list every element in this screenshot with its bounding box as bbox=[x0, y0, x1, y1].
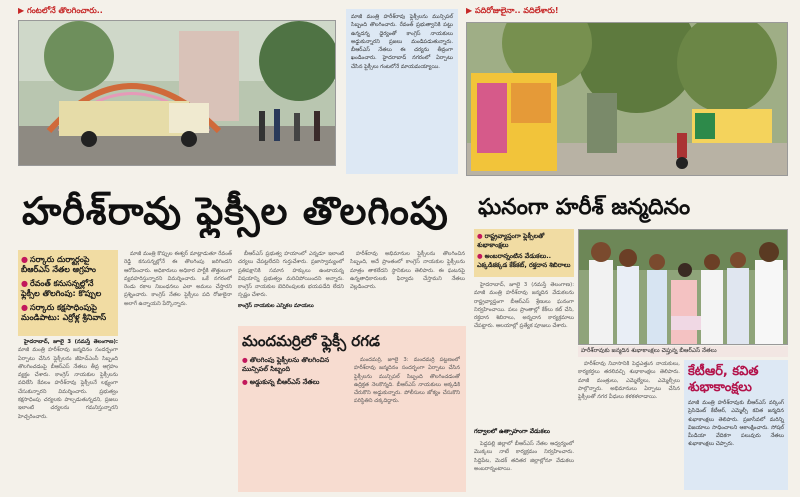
top-center-text-box bbox=[346, 9, 458, 174]
left-col3-text: బీఆర్‌ఎస్ ప్రభుత్వ హయాంలో ఎన్నడూ ఇలాంటి చర్యలు చేపట్టలేదని గుర్తుచేశారు. ప్రజాస్వామ్యంలో ప్రతిపక్షానికి సమాన హక్కులు ఉంటాయన్న విషయాన్ని ప్రభుత్వం మరిచిపోయిందని అన్నారు. కాంగ్రెస్ నాయకుల బెదిరింపులకు భయపడేది లేదని స్పష్టం చేశారు. కాంగ్రెస్‌ నాయకుల ఎన్నికల మాయలు bbox=[238, 251, 344, 309]
left-headline: హరీశ్‌రావు ఫ్లెక్సీల తొలగింపు bbox=[22, 189, 449, 233]
birthday-group-illustration bbox=[579, 230, 788, 345]
right-headline: ఘనంగా హరీశ్ జన్మదినం bbox=[478, 195, 691, 220]
right-col3-text: పెద్దపల్లి జిల్లాలో బీఆర్‌ఎస్ నేతల ఆధ్వర్యంలో మొక్కలు నాటే కార్యక్రమం నిర్వహించారు. సిద్దిపేట, మెదక్ తదితర జిల్లాల్లోనూ వేడుకలు అంబరాన్నంటాయి. bbox=[474, 441, 574, 472]
top-right-story bbox=[466, 6, 788, 176]
bullet-item: ● అడ్డుకున్న బీఆర్‌ఎస్ నేతలు bbox=[242, 378, 320, 386]
ktr-wishes-box bbox=[684, 360, 788, 490]
right-bullet-box bbox=[474, 229, 574, 277]
bullet-dot-icon: ● bbox=[242, 356, 248, 364]
bullet-dot-icon: ● bbox=[242, 378, 248, 386]
bullet-item: ● రేవంత్ కనుసన్నల్లోనే ఫ్లెక్సీల తొలగింపు: కొప్పుల bbox=[21, 279, 102, 298]
mandamarri-box bbox=[238, 326, 466, 492]
bullet-item: ● సర్కారు దుర్మార్గంపై బీఆర్‌ఎస్ నేతల ఆగ్రహం bbox=[21, 255, 96, 274]
top-left-photo bbox=[18, 20, 336, 166]
red-triangle-icon: ▶ bbox=[466, 6, 473, 15]
bullet-item: ● అంబరాన్నంటిన వేడుకలు.. ఎక్కడికక్కడ కేక్‌కట్, రక్తదాన శిబిరాలు bbox=[477, 252, 571, 269]
mandamarri-title: మందమర్రిలో ఫ్లెక్సీ రగడ bbox=[242, 332, 381, 350]
right-photo-caption: హరీశ్‌రావుకు జన్మదిన శుభాకాంక్షలు చెప్తున్న బీఆర్‌ఎస్ నేతలు bbox=[578, 346, 788, 357]
bullet-dot-icon: ● bbox=[21, 303, 28, 312]
mandamarri-text-right: మందమర్రి, జూలై 3: మందమర్రి పట్టణంలో హరీశ్‌రావు జన్మదినం సందర్భంగా ఏర్పాటు చేసిన ఫ్లెక్సీలను మున్సిపల్ సిబ్బంది తొలగించడంతో ఉద్రిక్తత నెలకొన్నది. బీఆర్‌ఎస్ నాయకులు అక్కడికి చేరుకొని అడ్డుకున్నారు. పోలీసులు జోక్యం చేసుకొని పరిస్థితిని చక్కదిద్దారు. bbox=[354, 357, 460, 405]
top-right-kicker: ▶ పదిరోజులైనా.. వదిలేశారు! bbox=[466, 6, 559, 15]
top-left-kicker: ▶ గంటలోనే తొలగించారు.. bbox=[18, 6, 103, 15]
left-col2-text: మాజీ మంత్రి కొప్పుల ఈశ్వర్ మాట్లాడుతూ రేవంత్ రెడ్డి కనుసన్నల్లోనే ఈ తొలగింపు జరిగిందని ఆరోపించారు. అధికారులు అధికార పార్టీకి తొత్తులుగా వ్యవహరిస్తున్నారని విమర్శించారు. ఒకే నగరంలో రెండు రకాల నిబంధనలు ఎలా అమలు చేస్తారని ప్రశ్నించారు. కాంగ్రెస్ నేతల ఫ్లెక్సీలు పది రోజులైనా అలాగే ఉన్నాయని పేర్కొన్నారు. bbox=[124, 251, 232, 307]
right-col2-text: హరీశ్‌రావు నివాసానికి పెద్దఎత్తున నాయకులు, కార్యకర్తలు తరలివచ్చి శుభాకాంక్షలు తెలిపారు. మాజీ మంత్రులు, ఎమ్మెల్యేలు, ఎమ్మెల్సీలు పాల్గొన్నారు. అభిమానులు ఏర్పాటు చేసిన ఫ్లెక్సీలతో నగర వీధులు కళకళలాడాయి. bbox=[578, 361, 680, 401]
top-center-text: మాజీ మంత్రి హరీశ్‌రావు ఫ్లెక్సీలను మున్సిపల్ సిబ్బంది తొలగించారు. రేవంత్ ప్రభుత్వానికి పట్టు ఉన్నదన్న ధైర్యంతో కాంగ్రెస్ నాయకులు అడ్డుకున్నారని ప్రజలు మండిపడుతున్నారు. బీఆర్‌ఎస్ నేతలు ఈ చర్యను తీవ్రంగా ఖండించారు. హైదరాబాద్ నగరంలో ఏర్పాటు చేసిన ఫ్లెక్సీలు గంటలోనే మాయమయ్యాయి. bbox=[351, 14, 453, 70]
bullet-item: ● రాష్ట్రవ్యాప్తంగా ఫ్లెక్సీలతో శుభాకాంక్షలు bbox=[477, 232, 545, 249]
bullet-item: ● సర్కారు కక్షసాధింపుపై మండిపాటు: ఎర్రోళ్ల శ్రీనివాస్ bbox=[21, 303, 107, 322]
red-triangle-icon: ▶ bbox=[18, 6, 25, 15]
mandamarri-bullets bbox=[242, 356, 350, 387]
ktr-box-title: కేటీఆర్, కవిత శుభాకాంక్షలు bbox=[688, 364, 759, 395]
ktr-box-text: మాజీ మంత్రి హరీశ్‌రావుకు బీఆర్‌ఎస్ వర్కింగ్ ప్రెసిడెంట్ కేటీఆర్, ఎమ్మెల్సీ కవిత జన్మదిన శుభాకాంక్షలు తెలిపారు. ప్రజాసేవలో మరిన్ని విజయాలు సాధించాలని ఆకాంక్షించారు. సోషల్ మీడియా వేదికగా పలువురు నేతలు శుభాకాంక్షలు చెప్పారు. bbox=[688, 400, 784, 448]
left-col1-text: హైదరాబాద్, జూలై 3 (నమస్తే తెలంగాణ): మాజీ మంత్రి హరీశ్‌రావు జన్మదినం సందర్భంగా ఏర్పాటు చేసిన ఫ్లెక్సీలను జీహెచ్‌ఎంసీ సిబ్బంది తొలగించడంపై బీఆర్‌ఎస్ నేతలు తీవ్ర ఆగ్రహం వ్యక్తం చేశారు. కాంగ్రెస్ నాయకుల ఫ్లెక్సీలను వదిలేసి కేవలం హరీశ్‌రావు ఫ్లెక్సీలనే లక్ష్యంగా చేసుకున్నారని విమర్శించారు. ప్రభుత్వం కక్షసాధింపు చర్యలకు పాల్పడుతున్నదని, ప్రజలు ఇలాంటి చర్యలను గమనిస్తున్నారని హెచ్చరించారు. bbox=[18, 339, 118, 420]
bullet-dot-icon: ● bbox=[477, 252, 483, 260]
bullet-item: ● తొలగింపు ఫ్లెక్సీలను తొలగించిన మున్సిపల్ సిబ్బంది bbox=[242, 356, 330, 373]
left-bullet-box bbox=[18, 250, 118, 336]
bullet-dot-icon: ● bbox=[477, 232, 483, 240]
bullet-dot-icon: ● bbox=[21, 279, 28, 288]
top-left-story bbox=[18, 6, 336, 166]
right-subhead: గద్వాలలో ఉత్సాహంగా వేడుకలు bbox=[474, 428, 550, 435]
flex-truck-illustration bbox=[19, 21, 336, 166]
congress-banners-illustration bbox=[467, 23, 788, 176]
top-right-photo bbox=[466, 22, 788, 176]
bullet-dot-icon: ● bbox=[21, 255, 28, 264]
left-col4-text: హరీశ్‌రావు అభిమానుల ఫ్లెక్సీలను తొలగించిన సిబ్బంది, అదే ప్రాంతంలో కాంగ్రెస్ నాయకుల ఫ్లెక్సీలను మాత్రం తాకలేదని స్థానికులు తెలిపారు. ఈ ఘటనపై ఉన్నతాధికారులకు ఫిర్యాదు చేస్తామని నేతలు వెల్లడించారు. bbox=[350, 251, 465, 291]
right-col1-text: హైదరాబాద్, జూలై 3 (నమస్తే తెలంగాణ): మాజీ మంత్రి హరీశ్‌రావు జన్మదిన వేడుకలను రాష్ట్రవ్యాప్తంగా బీఆర్‌ఎస్ శ్రేణులు ఘనంగా నిర్వహించాయి. పలు ప్రాంతాల్లో కేక్‌లు కట్ చేసి, రక్తదాన శిబిరాలు, అన్నదాన కార్యక్రమాలు చేపట్టారు. ఆలయాల్లో ప్రత్యేక పూజలు చేశారు. bbox=[474, 282, 574, 330]
right-photo bbox=[578, 229, 788, 345]
